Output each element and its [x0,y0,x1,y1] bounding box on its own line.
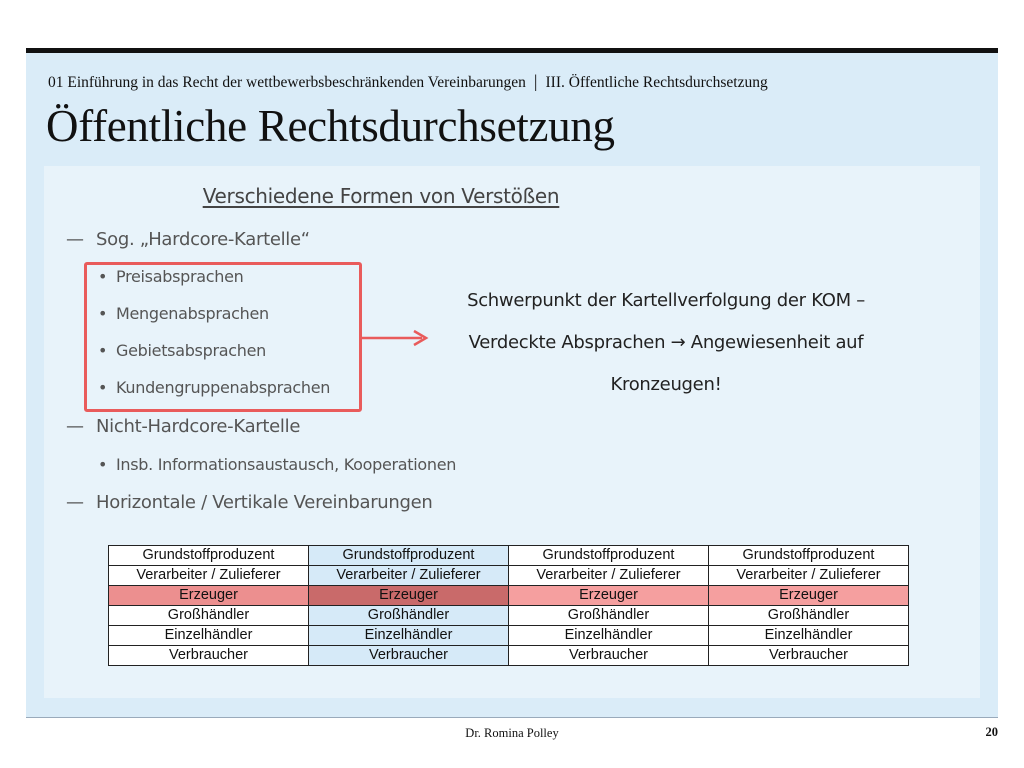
bullet-marker: • [98,455,108,474]
list-subitem-label: Preisabsprachen [116,267,244,286]
table-cell: Großhändler [509,606,709,626]
table-row [109,626,909,646]
table-cell: Großhändler [109,606,309,626]
breadcrumb-section: III. Öffentliche Rechtsdurchsetzung [545,74,768,91]
list-item-label: Sog. „Hardcore-Kartelle“ [96,229,310,250]
table-cell: Einzelhändler [109,626,309,646]
breadcrumb-separator: | [533,71,538,91]
table-row [109,606,909,626]
table-cell: Verbraucher [109,646,309,666]
callout-text [436,280,896,406]
table-cell: Einzelhändler [309,626,509,646]
list-item-hardcore [66,229,310,250]
list-item-label: Horizontale / Vertikale Vereinbarungen [96,492,433,513]
dash-marker: — [66,416,84,437]
table-row [109,646,909,666]
arrow-right-icon [360,327,432,349]
table-cell: Verbraucher [309,646,509,666]
table-cell: Erzeuger [309,586,509,606]
bullet-marker: • [98,304,108,323]
callout-line: Kronzeugen! [610,374,722,395]
supply-chain-table [108,545,909,666]
list-subitem-label: Gebietsabsprachen [116,341,266,360]
page-number: 20 [985,725,998,739]
table-cell: Grundstoffproduzent [709,546,909,566]
table-cell: Grundstoffproduzent [109,546,309,566]
table-cell: Verbraucher [709,646,909,666]
dash-marker: — [66,229,84,250]
footer-author: Dr. Romina Polley [465,726,559,740]
table-row [109,566,909,586]
table-cell: Verbraucher [509,646,709,666]
table-cell: Erzeuger [109,586,309,606]
table-cell: Großhändler [709,606,909,626]
list-item-non-hardcore [66,416,300,437]
table-cell: Erzeuger [709,586,909,606]
bullet-marker: • [98,267,108,286]
list-item-horizontal-vertical [66,492,433,513]
table-cell: Großhändler [309,606,509,626]
bottom-rule [26,717,998,718]
breadcrumb [48,71,768,92]
list-subitem-label: Mengenabsprachen [116,304,269,323]
table-cell: Grundstoffproduzent [509,546,709,566]
callout-line: Schwerpunkt der Kartellverfolgung der KOM – [467,290,865,311]
section-subtitle: Verschiedene Formen von Verstößen [202,184,560,208]
bullet-marker: • [98,341,108,360]
breadcrumb-chapter: 01 Einführung in das Recht der wettbewerbsbeschränkenden Vereinbarungen [48,74,526,91]
table-cell: Verarbeiter / Zulieferer [709,566,909,586]
list-subitem-label: Insb. Informationsaustausch, Kooperationen [116,455,457,474]
dash-marker: — [66,492,84,513]
bullet-marker: • [98,378,108,397]
table-row-highlighted [109,586,909,606]
list-subitem [98,455,456,474]
table-cell: Grundstoffproduzent [309,546,509,566]
table-row [109,546,909,566]
list-subitem-label: Kundengruppenabsprachen [116,378,331,397]
table-cell: Erzeuger [509,586,709,606]
callout-line: Verdeckte Absprachen → Angewiesenheit auf [468,332,864,353]
table-cell: Verarbeiter / Zulieferer [509,566,709,586]
table-cell: Einzelhändler [709,626,909,646]
page-title: Öffentliche Rechtsdurchsetzung [46,101,615,151]
list-item-label: Nicht-Hardcore-Kartelle [96,416,301,437]
table-cell: Verarbeiter / Zulieferer [309,566,509,586]
table-cell: Einzelhändler [509,626,709,646]
table-cell: Verarbeiter / Zulieferer [109,566,309,586]
highlight-box [84,262,362,412]
